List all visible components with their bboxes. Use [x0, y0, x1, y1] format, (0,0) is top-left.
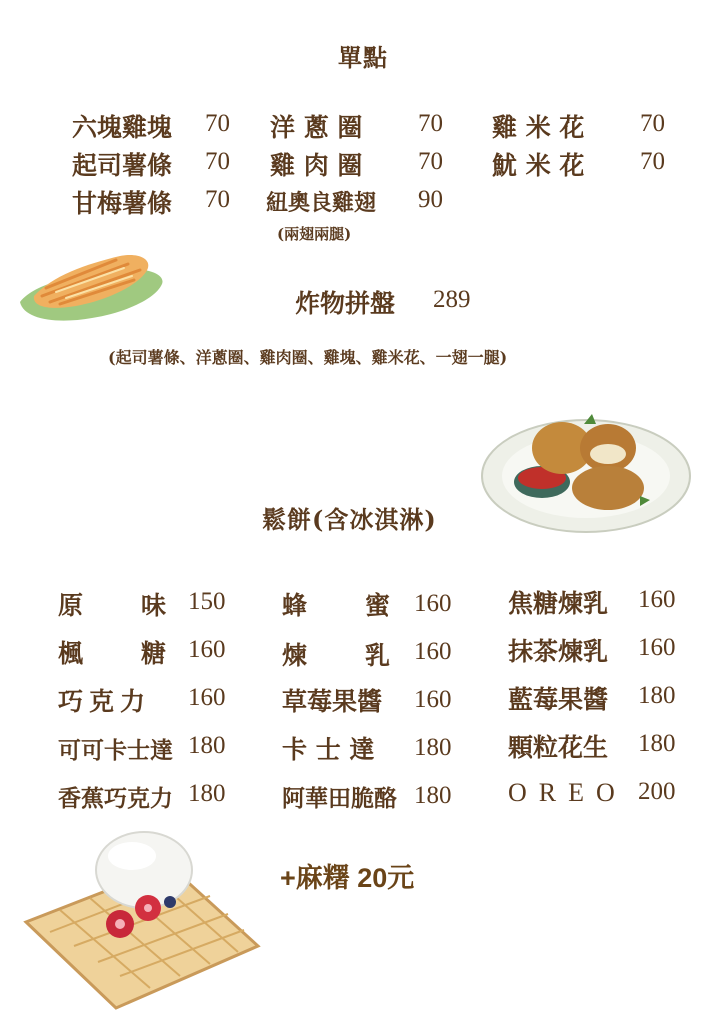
- item-price: 160: [414, 638, 452, 665]
- item-price: 70: [205, 110, 230, 137]
- item-name: OREO: [508, 778, 627, 807]
- item-price: 70: [205, 186, 230, 213]
- item-name: 香蕉巧克力: [58, 785, 173, 812]
- fries-illustration: [16, 236, 166, 326]
- item-price: 70: [205, 148, 230, 175]
- platter-name: 炸物拼盤: [295, 289, 396, 318]
- item-price: 180: [188, 732, 226, 759]
- item-name: 顆粒花生: [508, 733, 609, 762]
- item-price: 180: [638, 682, 676, 709]
- item-price: 180: [638, 730, 676, 757]
- item-price: 150: [188, 588, 226, 615]
- item-price: 70: [418, 110, 443, 137]
- item-name: 卡 士 達: [282, 735, 375, 764]
- item-price: 160: [638, 586, 676, 613]
- item-name: 蜂 蜜: [282, 591, 390, 620]
- item-name: 抹茶煉乳: [508, 637, 609, 666]
- item-name: 雞 肉 圈: [270, 151, 363, 180]
- item-price: 160: [414, 686, 452, 713]
- item-price: 70: [640, 148, 665, 175]
- item-name: 紐奧良雞翅: [266, 190, 377, 216]
- wing-note: (兩翅兩腿): [277, 225, 352, 243]
- croquette-illustration: [480, 410, 692, 538]
- item-name: 甘梅薯條: [72, 189, 173, 218]
- item-name: 煉 乳: [282, 641, 390, 670]
- item-name: 藍莓果醬: [508, 685, 609, 714]
- item-name: 六塊雞塊: [72, 113, 173, 142]
- item-name: 雞 米 花: [492, 113, 585, 142]
- item-price: 180: [414, 734, 452, 761]
- item-name: 洋 蔥 圈: [270, 113, 363, 142]
- item-name: 楓 糖: [58, 639, 166, 668]
- item-name: 原 味: [58, 591, 166, 620]
- platter-note: (起司薯條、洋蔥圈、雞肉圈、雞塊、雞米花、一翅一腿): [108, 348, 508, 367]
- item-name: 起司薯條: [72, 151, 173, 180]
- item-price: 160: [638, 634, 676, 661]
- item-price: 180: [414, 782, 452, 809]
- item-name: 阿華田脆酪: [282, 785, 397, 812]
- item-price: 160: [188, 636, 226, 663]
- platter-price: 289: [433, 286, 471, 313]
- item-price: 200: [638, 778, 676, 805]
- item-price: 160: [188, 684, 226, 711]
- waffle-illustration: [20, 826, 264, 1016]
- item-name: 可可卡士達: [58, 737, 173, 764]
- item-price: 90: [418, 186, 443, 213]
- item-price: 70: [418, 148, 443, 175]
- item-price: 180: [188, 780, 226, 807]
- item-name: 草莓果醬: [282, 687, 383, 716]
- section-title-single: 單點: [338, 43, 388, 72]
- addon-mochi: +麻糬 20元: [280, 863, 415, 893]
- item-name: 魷 米 花: [492, 151, 585, 180]
- item-name: 巧克力: [58, 687, 152, 716]
- item-price: 70: [640, 110, 665, 137]
- item-price: 160: [414, 590, 452, 617]
- item-name: 焦糖煉乳: [508, 589, 609, 618]
- section-title-waffle: 鬆餅(含冰淇淋): [262, 505, 437, 534]
